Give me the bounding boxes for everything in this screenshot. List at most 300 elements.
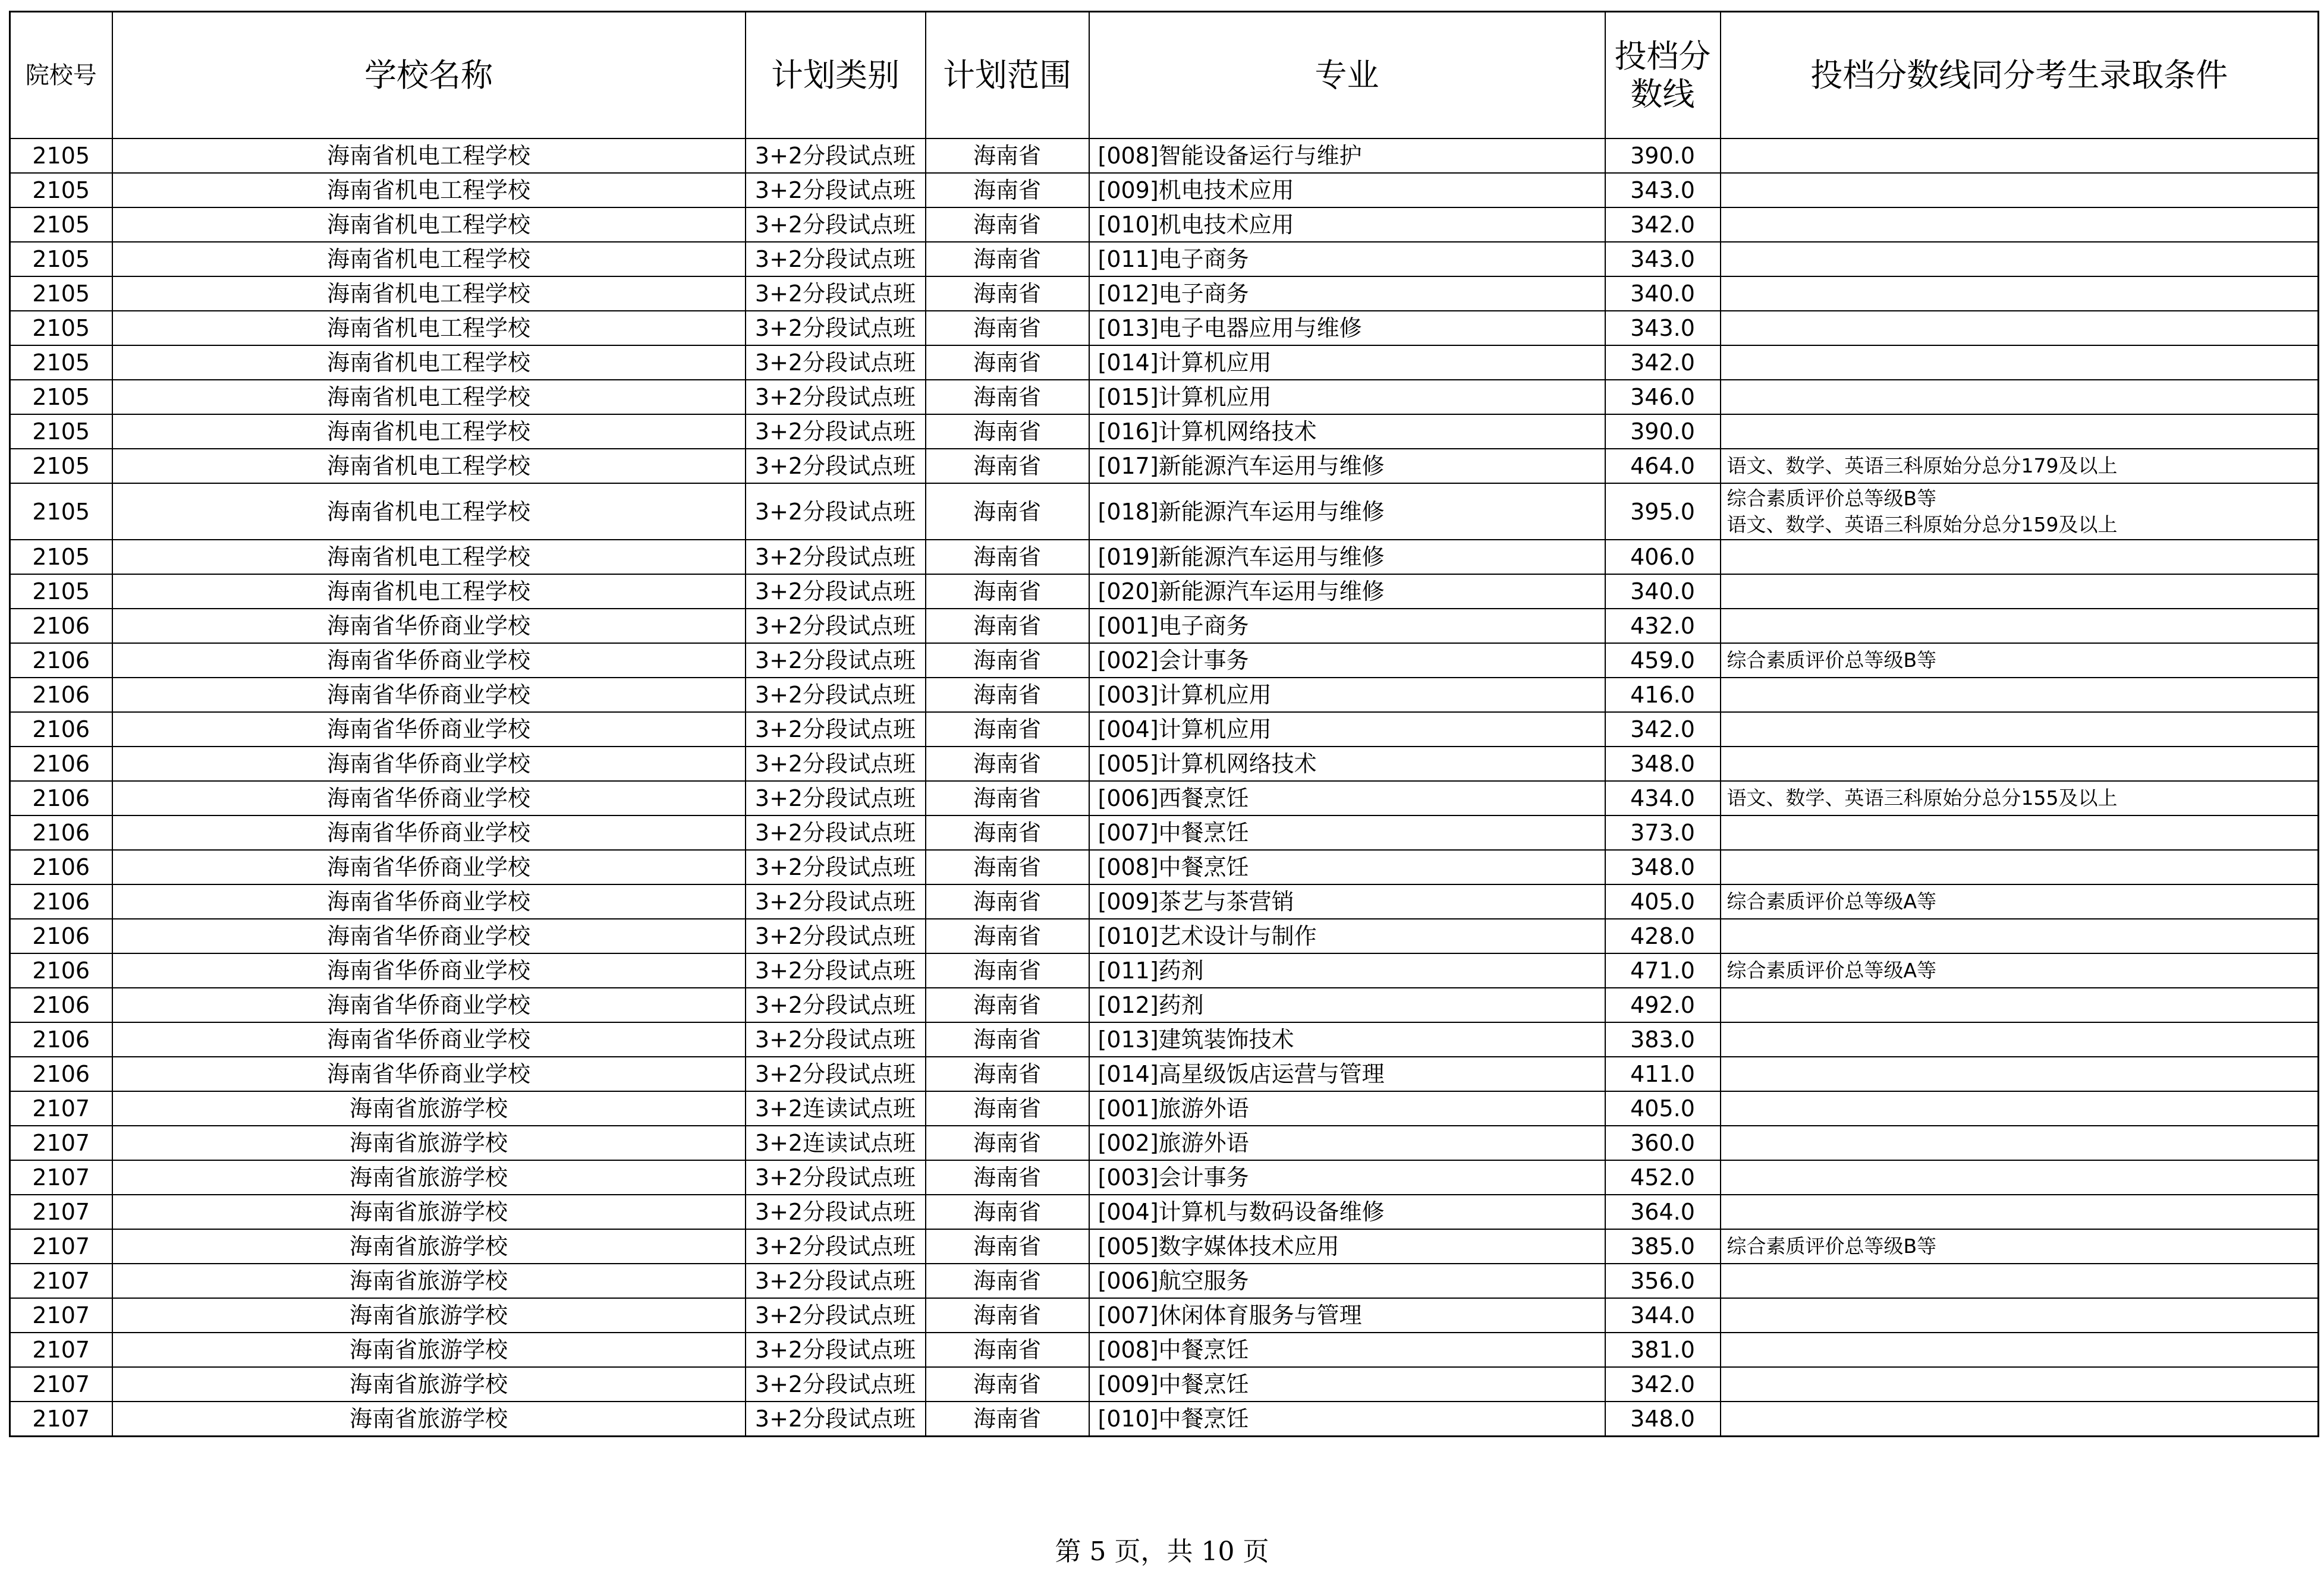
cell-school-name: 海南省机电工程学校: [112, 276, 746, 311]
cell-score: 342.0: [1605, 1367, 1721, 1402]
cell-plan-type: 3+2分段试点班: [746, 1160, 926, 1195]
cell-school-name: 海南省旅游学校: [112, 1367, 746, 1402]
cell-school-name: 海南省旅游学校: [112, 1298, 746, 1333]
cell-school-name: 海南省机电工程学校: [112, 138, 746, 173]
cell-score: 364.0: [1605, 1195, 1721, 1229]
table-row: [10, 138, 2319, 173]
cell-plan-type: 3+2分段试点班: [746, 815, 926, 850]
cell-plan-type: 3+2分段试点班: [746, 173, 926, 207]
cell-score: 360.0: [1605, 1126, 1721, 1160]
cell-score: 390.0: [1605, 414, 1721, 449]
cell-condition: [1721, 1057, 2319, 1091]
cell-condition: [1721, 1126, 2319, 1160]
cell-plan-scope: 海南省: [926, 815, 1089, 850]
cell-school-name: 海南省机电工程学校: [112, 483, 746, 540]
cell-condition: [1721, 747, 2319, 781]
cell-school-code: 2105: [10, 311, 112, 345]
cell-school-code: 2105: [10, 276, 112, 311]
cell-plan-type: 3+2分段试点班: [746, 483, 926, 540]
cell-score: 348.0: [1605, 1402, 1721, 1437]
cell-school-code: 2107: [10, 1298, 112, 1333]
cell-plan-type: 3+2分段试点班: [746, 1195, 926, 1229]
cell-major: [009]中餐烹饪: [1089, 1367, 1605, 1402]
cell-school-code: 2106: [10, 884, 112, 919]
cell-score: 492.0: [1605, 988, 1721, 1022]
table-row: [10, 1298, 2319, 1333]
page-number: 第 5 页，共 10 页: [1055, 1536, 1269, 1567]
table-row: [10, 643, 2319, 678]
cell-school-code: 2105: [10, 207, 112, 242]
cell-school-code: 2107: [10, 1229, 112, 1264]
cell-school-name: 海南省旅游学校: [112, 1264, 746, 1298]
cell-school-code: 2106: [10, 1022, 112, 1057]
cell-plan-scope: 海南省: [926, 207, 1089, 242]
cell-school-name: 海南省华侨商业学校: [112, 884, 746, 919]
cell-school-code: 2105: [10, 414, 112, 449]
cell-school-code: 2107: [10, 1126, 112, 1160]
table-row: [10, 414, 2319, 449]
cell-school-name: 海南省华侨商业学校: [112, 850, 746, 884]
cell-school-name: 海南省机电工程学校: [112, 311, 746, 345]
cell-major: [006]航空服务: [1089, 1264, 1605, 1298]
cell-major: [020]新能源汽车运用与维修: [1089, 574, 1605, 609]
cell-score: 416.0: [1605, 678, 1721, 712]
cell-plan-type: 3+2分段试点班: [746, 1367, 926, 1402]
cell-condition: [1721, 815, 2319, 850]
table-row: [10, 1057, 2319, 1091]
cell-plan-type: 3+2分段试点班: [746, 747, 926, 781]
cell-plan-scope: 海南省: [926, 345, 1089, 380]
cell-school-code: 2107: [10, 1195, 112, 1229]
cell-major: [018]新能源汽车运用与维修: [1089, 483, 1605, 540]
cell-school-code: 2107: [10, 1402, 112, 1437]
cell-plan-type: 3+2分段试点班: [746, 919, 926, 953]
cell-school-name: 海南省华侨商业学校: [112, 609, 746, 643]
cell-score: 346.0: [1605, 380, 1721, 414]
cell-school-code: 2106: [10, 919, 112, 953]
cell-major: [001]电子商务: [1089, 609, 1605, 643]
cell-condition: [1721, 207, 2319, 242]
cell-score: 342.0: [1605, 207, 1721, 242]
cell-score: 356.0: [1605, 1264, 1721, 1298]
cell-plan-scope: 海南省: [926, 609, 1089, 643]
cell-plan-scope: 海南省: [926, 781, 1089, 815]
cell-condition: 综合素质评价总等级B等: [1721, 1229, 2319, 1264]
header-score: 投档分数线: [1605, 12, 1721, 139]
cell-major: [008]中餐烹饪: [1089, 850, 1605, 884]
cell-plan-type: 3+2分段试点班: [746, 1264, 926, 1298]
table-row: [10, 345, 2319, 380]
cell-plan-type: 3+2分段试点班: [746, 609, 926, 643]
cell-plan-type: 3+2分段试点班: [746, 678, 926, 712]
cell-school-code: 2106: [10, 643, 112, 678]
cell-major: [001]旅游外语: [1089, 1091, 1605, 1126]
cell-major: [017]新能源汽车运用与维修: [1089, 449, 1605, 483]
cell-plan-scope: 海南省: [926, 1298, 1089, 1333]
cell-plan-scope: 海南省: [926, 574, 1089, 609]
cell-school-name: 海南省华侨商业学校: [112, 1057, 746, 1091]
cell-score: 340.0: [1605, 276, 1721, 311]
cell-condition: 综合素质评价总等级B等: [1721, 643, 2319, 678]
table-row: [10, 1091, 2319, 1126]
table-row: [10, 747, 2319, 781]
cell-school-code: 2106: [10, 953, 112, 988]
cell-major: [004]计算机应用: [1089, 712, 1605, 747]
cell-score: 342.0: [1605, 345, 1721, 380]
cell-major: [013]电子电器应用与维修: [1089, 311, 1605, 345]
cell-score: 344.0: [1605, 1298, 1721, 1333]
cell-plan-scope: 海南省: [926, 1367, 1089, 1402]
cell-plan-scope: 海南省: [926, 1057, 1089, 1091]
cell-score: 390.0: [1605, 138, 1721, 173]
cell-plan-type: 3+2分段试点班: [746, 345, 926, 380]
cell-school-name: 海南省华侨商业学校: [112, 712, 746, 747]
cell-condition: [1721, 574, 2319, 609]
header-plan-scope: 计划范围: [926, 12, 1089, 139]
table-row: [10, 988, 2319, 1022]
table-header-row: [10, 12, 2319, 139]
cell-condition: [1721, 678, 2319, 712]
header-condition: 投档分数线同分考生录取条件: [1721, 12, 2319, 139]
cell-school-code: 2105: [10, 540, 112, 574]
cell-plan-type: 3+2分段试点班: [746, 953, 926, 988]
table-row: [10, 884, 2319, 919]
cell-major: [012]药剂: [1089, 988, 1605, 1022]
cell-major: [008]中餐烹饪: [1089, 1333, 1605, 1367]
cell-condition: [1721, 173, 2319, 207]
cell-condition: [1721, 1160, 2319, 1195]
table-row: [10, 1229, 2319, 1264]
cell-score: 432.0: [1605, 609, 1721, 643]
cell-school-code: 2107: [10, 1264, 112, 1298]
cell-major: [009]茶艺与茶营销: [1089, 884, 1605, 919]
cell-condition: [1721, 540, 2319, 574]
cell-score: 381.0: [1605, 1333, 1721, 1367]
table-row: [10, 781, 2319, 815]
header-school-name: 学校名称: [112, 12, 746, 139]
cell-school-name: 海南省华侨商业学校: [112, 1022, 746, 1057]
table-row: [10, 276, 2319, 311]
cell-school-name: 海南省机电工程学校: [112, 540, 746, 574]
cell-plan-scope: 海南省: [926, 540, 1089, 574]
cell-score: 343.0: [1605, 242, 1721, 276]
cell-school-code: 2106: [10, 815, 112, 850]
cell-condition: [1721, 1298, 2319, 1333]
cell-plan-type: 3+2分段试点班: [746, 1333, 926, 1367]
cell-plan-type: 3+2分段试点班: [746, 449, 926, 483]
table-row: [10, 919, 2319, 953]
cell-condition: [1721, 138, 2319, 173]
cell-major: [003]会计事务: [1089, 1160, 1605, 1195]
cell-major: [009]机电技术应用: [1089, 173, 1605, 207]
cell-major: [019]新能源汽车运用与维修: [1089, 540, 1605, 574]
cell-major: [016]计算机网络技术: [1089, 414, 1605, 449]
cell-plan-scope: 海南省: [926, 242, 1089, 276]
table-row: [10, 1195, 2319, 1229]
cell-plan-scope: 海南省: [926, 953, 1089, 988]
cell-plan-type: 3+2分段试点班: [746, 1402, 926, 1437]
cell-score: 348.0: [1605, 747, 1721, 781]
cell-plan-scope: 海南省: [926, 1229, 1089, 1264]
cell-plan-type: 3+2分段试点班: [746, 207, 926, 242]
cell-plan-scope: 海南省: [926, 449, 1089, 483]
table-row: [10, 609, 2319, 643]
cell-plan-scope: 海南省: [926, 138, 1089, 173]
cell-major: [003]计算机应用: [1089, 678, 1605, 712]
cell-school-name: 海南省机电工程学校: [112, 345, 746, 380]
table-row: [10, 540, 2319, 574]
cell-score: 434.0: [1605, 781, 1721, 815]
cell-major: [013]建筑装饰技术: [1089, 1022, 1605, 1057]
cell-score: 343.0: [1605, 311, 1721, 345]
table-row: [10, 207, 2319, 242]
cell-school-name: 海南省机电工程学校: [112, 242, 746, 276]
cell-major: [007]中餐烹饪: [1089, 815, 1605, 850]
cell-school-name: 海南省机电工程学校: [112, 207, 746, 242]
cell-condition: 语文、数学、英语三科原始分总分155及以上: [1721, 781, 2319, 815]
cell-score: 373.0: [1605, 815, 1721, 850]
cell-condition: [1721, 1195, 2319, 1229]
cell-school-code: 2106: [10, 850, 112, 884]
table-row: [10, 311, 2319, 345]
cell-plan-scope: 海南省: [926, 919, 1089, 953]
cell-score: 428.0: [1605, 919, 1721, 953]
cell-condition: [1721, 1022, 2319, 1057]
table-row: [10, 1264, 2319, 1298]
table-row: [10, 1367, 2319, 1402]
cell-major: [011]电子商务: [1089, 242, 1605, 276]
cell-condition: [1721, 1091, 2319, 1126]
cell-score: 405.0: [1605, 884, 1721, 919]
cell-plan-scope: 海南省: [926, 483, 1089, 540]
cell-school-code: 2105: [10, 173, 112, 207]
cell-plan-type: 3+2分段试点班: [746, 1298, 926, 1333]
cell-plan-type: 3+2分段试点班: [746, 988, 926, 1022]
cell-plan-type: 3+2分段试点班: [746, 311, 926, 345]
cell-major: [014]高星级饭店运营与管理: [1089, 1057, 1605, 1091]
cell-major: [004]计算机与数码设备维修: [1089, 1195, 1605, 1229]
cell-plan-type: 3+2分段试点班: [746, 781, 926, 815]
cell-plan-scope: 海南省: [926, 1333, 1089, 1367]
cell-score: 343.0: [1605, 173, 1721, 207]
cell-major: [002]会计事务: [1089, 643, 1605, 678]
cell-score: 411.0: [1605, 1057, 1721, 1091]
cell-score: 385.0: [1605, 1229, 1721, 1264]
cell-school-code: 2106: [10, 712, 112, 747]
cell-condition: [1721, 242, 2319, 276]
cell-major: [008]智能设备运行与维护: [1089, 138, 1605, 173]
cell-plan-scope: 海南省: [926, 173, 1089, 207]
cell-school-name: 海南省机电工程学校: [112, 380, 746, 414]
cell-plan-scope: 海南省: [926, 678, 1089, 712]
cell-school-name: 海南省旅游学校: [112, 1160, 746, 1195]
cell-school-name: 海南省机电工程学校: [112, 414, 746, 449]
cell-school-code: 2105: [10, 449, 112, 483]
cell-plan-type: 3+2分段试点班: [746, 540, 926, 574]
cell-plan-type: 3+2分段试点班: [746, 574, 926, 609]
cell-plan-scope: 海南省: [926, 1402, 1089, 1437]
cell-score: 405.0: [1605, 1091, 1721, 1126]
cell-school-name: 海南省旅游学校: [112, 1333, 746, 1367]
cell-condition: [1721, 1367, 2319, 1402]
cell-school-code: 2105: [10, 242, 112, 276]
table-row: [10, 380, 2319, 414]
cell-major: [010]艺术设计与制作: [1089, 919, 1605, 953]
table-row: [10, 1402, 2319, 1437]
cell-school-code: 2106: [10, 747, 112, 781]
cell-school-code: 2107: [10, 1160, 112, 1195]
cell-condition: 综合素质评价总等级A等: [1721, 953, 2319, 988]
cell-plan-scope: 海南省: [926, 380, 1089, 414]
cell-school-code: 2106: [10, 781, 112, 815]
cell-score: 383.0: [1605, 1022, 1721, 1057]
cell-school-code: 2105: [10, 138, 112, 173]
cell-school-name: 海南省华侨商业学校: [112, 678, 746, 712]
cell-school-name: 海南省华侨商业学校: [112, 781, 746, 815]
table-row: [10, 574, 2319, 609]
cell-plan-type: 3+2分段试点班: [746, 884, 926, 919]
cell-school-name: 海南省华侨商业学校: [112, 815, 746, 850]
cell-score: 348.0: [1605, 850, 1721, 884]
cell-condition: [1721, 380, 2319, 414]
cell-score: 464.0: [1605, 449, 1721, 483]
table-row: [10, 1022, 2319, 1057]
cell-plan-scope: 海南省: [926, 1126, 1089, 1160]
cell-plan-type: 3+2分段试点班: [746, 414, 926, 449]
cell-school-name: 海南省机电工程学校: [112, 574, 746, 609]
cell-school-code: 2106: [10, 678, 112, 712]
cell-plan-scope: 海南省: [926, 276, 1089, 311]
cell-score: 452.0: [1605, 1160, 1721, 1195]
cell-school-code: 2105: [10, 483, 112, 540]
cell-plan-scope: 海南省: [926, 1264, 1089, 1298]
admission-score-table: [9, 11, 2319, 1437]
cell-plan-type: 3+2连读试点班: [746, 1091, 926, 1126]
table-row: [10, 850, 2319, 884]
cell-major: [002]旅游外语: [1089, 1126, 1605, 1160]
header-plan-type: 计划类别: [746, 12, 926, 139]
cell-plan-scope: 海南省: [926, 747, 1089, 781]
cell-major: [014]计算机应用: [1089, 345, 1605, 380]
cell-plan-scope: 海南省: [926, 643, 1089, 678]
cell-school-name: 海南省华侨商业学校: [112, 747, 746, 781]
cell-score: 395.0: [1605, 483, 1721, 540]
cell-school-code: 2106: [10, 988, 112, 1022]
table-row: [10, 449, 2319, 483]
cell-school-code: 2107: [10, 1333, 112, 1367]
table-row: [10, 1126, 2319, 1160]
cell-school-name: 海南省旅游学校: [112, 1402, 746, 1437]
cell-plan-scope: 海南省: [926, 850, 1089, 884]
cell-score: 471.0: [1605, 953, 1721, 988]
cell-major: [015]计算机应用: [1089, 380, 1605, 414]
cell-plan-type: 3+2连读试点班: [746, 1126, 926, 1160]
cell-major: [005]计算机网络技术: [1089, 747, 1605, 781]
cell-school-name: 海南省机电工程学校: [112, 449, 746, 483]
table-row: [10, 815, 2319, 850]
table-row: [10, 1333, 2319, 1367]
cell-condition: [1721, 276, 2319, 311]
cell-plan-type: 3+2分段试点班: [746, 1057, 926, 1091]
cell-plan-scope: 海南省: [926, 1091, 1089, 1126]
cell-score: 406.0: [1605, 540, 1721, 574]
cell-school-code: 2105: [10, 574, 112, 609]
cell-plan-type: 3+2分段试点班: [746, 850, 926, 884]
cell-plan-scope: 海南省: [926, 414, 1089, 449]
cell-major: [007]休闲体育服务与管理: [1089, 1298, 1605, 1333]
cell-school-name: 海南省华侨商业学校: [112, 919, 746, 953]
table-row: [10, 953, 2319, 988]
cell-plan-type: 3+2分段试点班: [746, 1229, 926, 1264]
cell-plan-scope: 海南省: [926, 1022, 1089, 1057]
cell-school-code: 2107: [10, 1091, 112, 1126]
cell-plan-type: 3+2分段试点班: [746, 276, 926, 311]
cell-condition: [1721, 345, 2319, 380]
cell-condition: [1721, 311, 2319, 345]
cell-plan-scope: 海南省: [926, 884, 1089, 919]
cell-major: [010]机电技术应用: [1089, 207, 1605, 242]
table-row: [10, 1160, 2319, 1195]
header-school-code: 院校号: [10, 12, 112, 139]
cell-plan-type: 3+2分段试点班: [746, 380, 926, 414]
cell-school-name: 海南省华侨商业学校: [112, 643, 746, 678]
cell-school-name: 海南省旅游学校: [112, 1126, 746, 1160]
cell-school-name: 海南省华侨商业学校: [112, 953, 746, 988]
cell-condition: [1721, 414, 2319, 449]
cell-school-name: 海南省旅游学校: [112, 1229, 746, 1264]
table-row: [10, 712, 2319, 747]
cell-condition: 综合素质评价总等级B等 语文、数学、英语三科原始分总分159及以上: [1721, 483, 2319, 540]
cell-plan-type: 3+2分段试点班: [746, 138, 926, 173]
cell-condition: 综合素质评价总等级A等: [1721, 884, 2319, 919]
cell-plan-scope: 海南省: [926, 1160, 1089, 1195]
cell-plan-type: 3+2分段试点班: [746, 242, 926, 276]
cell-condition: [1721, 609, 2319, 643]
cell-condition: [1721, 919, 2319, 953]
cell-condition: [1721, 712, 2319, 747]
cell-plan-scope: 海南省: [926, 311, 1089, 345]
cell-school-code: 2105: [10, 380, 112, 414]
cell-condition: [1721, 1333, 2319, 1367]
table-row: [10, 173, 2319, 207]
table-row: [10, 678, 2319, 712]
cell-condition: [1721, 988, 2319, 1022]
cell-school-code: 2106: [10, 1057, 112, 1091]
cell-major: [005]数字媒体技术应用: [1089, 1229, 1605, 1264]
cell-plan-type: 3+2分段试点班: [746, 712, 926, 747]
cell-plan-scope: 海南省: [926, 988, 1089, 1022]
cell-score: 342.0: [1605, 712, 1721, 747]
cell-condition: [1721, 1402, 2319, 1437]
cell-condition: [1721, 850, 2319, 884]
cell-plan-scope: 海南省: [926, 712, 1089, 747]
cell-condition: [1721, 1264, 2319, 1298]
cell-school-code: 2105: [10, 345, 112, 380]
cell-school-code: 2107: [10, 1367, 112, 1402]
header-major: 专业: [1089, 12, 1605, 139]
cell-major: [010]中餐烹饪: [1089, 1402, 1605, 1437]
cell-school-name: 海南省华侨商业学校: [112, 988, 746, 1022]
table-row: [10, 483, 2319, 540]
cell-school-name: 海南省机电工程学校: [112, 173, 746, 207]
cell-major: [006]西餐烹饪: [1089, 781, 1605, 815]
cell-condition: 语文、数学、英语三科原始分总分179及以上: [1721, 449, 2319, 483]
table-row: [10, 242, 2319, 276]
cell-major: [012]电子商务: [1089, 276, 1605, 311]
cell-plan-type: 3+2分段试点班: [746, 1022, 926, 1057]
cell-school-code: 2106: [10, 609, 112, 643]
cell-major: [011]药剂: [1089, 953, 1605, 988]
